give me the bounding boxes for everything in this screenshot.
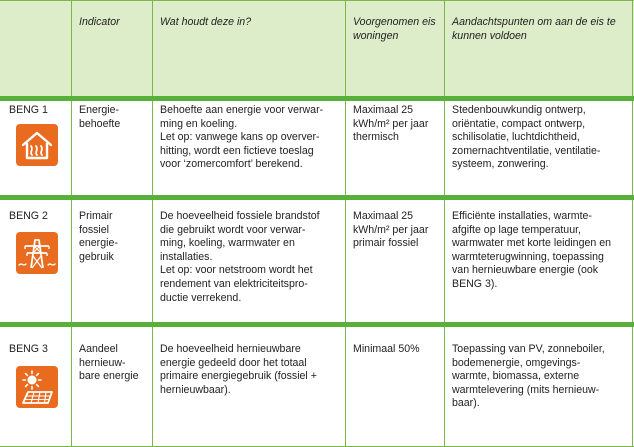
- power-pylon-icon: [16, 232, 58, 274]
- row1-indicator: Energie- behoefte: [79, 104, 121, 130]
- row-divider: [0, 96, 634, 101]
- row3-requirement: Minimaal 50%: [353, 343, 420, 355]
- header-description: Wat houdt deze in?: [160, 16, 252, 28]
- row-label-beng3: BENG 3: [9, 343, 48, 355]
- column-divider: [152, 0, 153, 447]
- row2-attention: Efficiënte installaties, warmte- afgifte op lage temperatuur, warmwater met korte leidingen en warmteterugwinning, toepassing van hernieuwbare energie (ook BENG 3).: [452, 210, 611, 290]
- row2-description: De hoeveelheid fossiele brandstof die gebruikt wordt voor verwar- ming, koeling, warmwater en installaties. Let op: voor netstroom wordt het rendement van elektriciteitspro- ductie verrekend.: [160, 210, 320, 304]
- row-label-beng2: BENG 2: [9, 210, 48, 222]
- row2-indicator: Primair fossiel energie- gebruik: [79, 210, 118, 263]
- house-heat-icon: [16, 124, 58, 166]
- row1-requirement: Maximaal 25 kWh/m² per jaar thermisch: [353, 104, 429, 144]
- header-attention: Aandachtspunten om aan de eis te kunnen voldoen: [452, 16, 616, 42]
- row-divider: [0, 0, 634, 1]
- row3-attention: Toepassing van PV, zonneboiler, bodemenergie, omgevings- warmte, biomassa, externe warmtelevering (mits hernieuw- baar).: [452, 343, 605, 410]
- row1-description: Behoefte aan energie voor verwar- ming en koeling. Let op: vanwege kans op overver- hitting, wordt een fictieve toeslag voor ‘zomercomfort’ berekend.: [160, 104, 324, 171]
- row1-attention: Stedenbouwkundig ontwerp, oriëntatie, compact ontwerp, schilisolatie, luchtdichtheid, zomernachtventilatie, ventilatie- systeem, zonwering.: [452, 104, 601, 171]
- row2-requirement: Maximaal 25 kWh/m² per jaar primair fossiel: [353, 210, 429, 250]
- sun-solar-panel-icon: [16, 366, 58, 408]
- column-divider: [632, 0, 633, 447]
- column-divider: [444, 0, 445, 447]
- header-requirement: Voorgenomen eis woningen: [353, 16, 436, 42]
- row3-indicator: Aandeel hernieuw- bare energie: [79, 343, 139, 383]
- row3-description: De hoeveelheid hernieuwbare energie gedeeld door het totaal primaire energiegebruik (fossiel + hernieuwbaar).: [160, 343, 317, 396]
- row-divider: [0, 322, 634, 327]
- column-divider: [345, 0, 346, 447]
- table-header: [0, 0, 634, 97]
- row-divider: [0, 195, 634, 200]
- column-divider: [71, 0, 72, 447]
- header-indicator: Indicator: [79, 16, 120, 28]
- row-label-beng1: BENG 1: [9, 104, 48, 116]
